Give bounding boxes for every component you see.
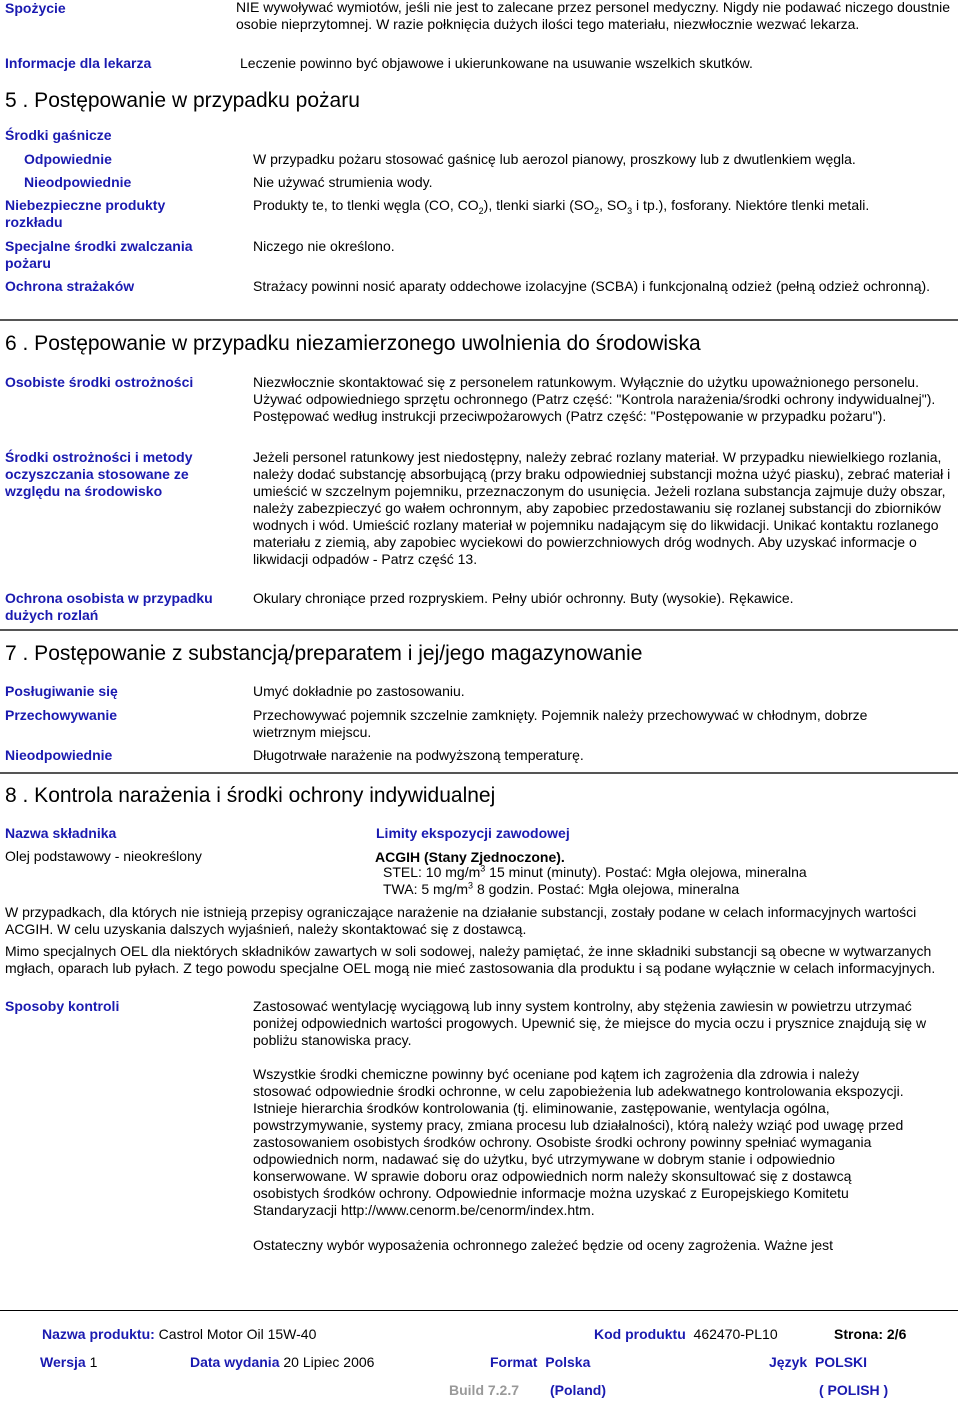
nieodpowiednie-label: Nieodpowiednie bbox=[24, 174, 132, 190]
produkty-rozkladu-text: Produkty te, to tlenki węgla (CO, $CO_2$), tlenki siarki ($SO_2$, $SO_3$ i tp.), fosforany. Niektóre tlenki metali. bbox=[253, 197, 870, 216]
przechowywanie-label: Przechowywanie bbox=[5, 707, 118, 723]
poslugiwanie-text: Umyć dokładnie po zastosowaniu. bbox=[253, 683, 465, 699]
footer-build: Build 7.2.7 bbox=[449, 1382, 520, 1398]
footer-divider bbox=[0, 1310, 958, 1311]
limity-ekspozycji-label: Limity ekspozycji zawodowej bbox=[376, 825, 570, 841]
osobiste-srodki-text: Niezwłocznie skontaktować się z personelem ratunkowym. Wyłącznie do użytku upoważnionego personelu. Używać odpowiedniego sprzętu ochronnego (Patrz część: "Kontrola narażenia/środki ochrony indywidualnej"). Postępować według instrukcji przeciwpożarowych (Patrz część: "Postępowanie w przypadku pożaru"). bbox=[253, 374, 936, 424]
sposoby-kontroli-text-3: Ostateczny wybór wyposażenia ochronnego zależeć będzie od oceny zagrożenia. Ważne jest bbox=[253, 1237, 834, 1253]
przechowywanie-text: Przechowywać pojemnik szczelnie zamknięty. Pojemnik należy przechowywać w chłodnym, dobrze wietrznym miejscu. bbox=[253, 707, 868, 740]
section-8-title: 8 . Kontrola narażenia i środki ochrony indywidualnej bbox=[5, 784, 496, 807]
section-divider bbox=[0, 629, 958, 631]
footer-format: Format Polska bbox=[490, 1354, 591, 1370]
footer-language-code: ( POLISH ) bbox=[819, 1382, 889, 1398]
spozycie-text: NIE wywoływać wymiotów, jeśli nie jest to zalecane przez personel medyczny. Nigdy nie podawać niczego doustnie osobie nieprzytomnej. W razie połknięcia dużych ilości tego materiału, niezwłocznie wezwać lekarza. bbox=[236, 0, 951, 32]
ochrona-strazakow-text: Strażacy powinni nosić aparaty oddechowe izolacyjne (SCBA) i funkcjonalną odzież (pełną odzież ochronną). bbox=[253, 278, 931, 294]
duzych-rozlan-label: Ochrona osobista w przypadku dużych rozlań bbox=[5, 590, 213, 623]
footer-version: Wersja 1 bbox=[40, 1354, 98, 1370]
sposoby-kontroli-label: Sposoby kontroli bbox=[5, 998, 120, 1014]
nieodpowiednie-warunki-text: Długotrwałe narażenie na podwyższoną temperaturę. bbox=[253, 747, 584, 763]
footer-language: Język POLSKI bbox=[769, 1354, 868, 1370]
footer-product-code: Kod produktu 462470-PL10 bbox=[594, 1326, 778, 1342]
ochrona-strazakow-label: Ochrona strażaków bbox=[5, 278, 135, 294]
twa-value: TWA: 5 $mg/m^3$ 8 godzin. Postać: Mgła olejowa, mineralna bbox=[383, 880, 740, 897]
srodki-gasnicze-label: Środki gaśnicze bbox=[5, 127, 112, 143]
footer-page-number: Strona: 2/6 bbox=[834, 1326, 907, 1342]
sposoby-kontroli-text-2: Wszystkie środki chemiczne powinny być oceniane pod kątem ich zagrożenia dla zdrowia i należy stosować odpowiednie środki ochronne, w celu zapobieżenia lub adekwatnego kontrolowania ekspozycji. Istnieje hierarchia środków kontrolowania (tj. eliminowanie, zastępowanie, wentylacja ogólna, powstrzymywanie, systemy pracy, zmiana procesu lub działalności), którą należy wziąć pod uwagę przed zastosowaniem osobistych środków ochrony. Osobiste środki ochrony powinny spełniać wymagania odpowiednich norm, nadawać się do użytku, być utrzymywane w dobrym stanie i odpowiednio konserwowane. W sprawie doboru oraz odpowiednich norm należy skonsultować się z dostawcą osobistych środków ochrony. Odpowiednie informacje można uzyskać z Europejskiego Komitetu Standaryzacji http://www.cenorm.be/cenorm/index.htm. bbox=[253, 1066, 904, 1218]
stel-value: STEL: 10 $mg/m^3$ 15 minut (minuty). Postać: Mgła olejowa, mineralna bbox=[383, 863, 807, 880]
nazwa-skladnika-label: Nazwa składnika bbox=[5, 825, 117, 841]
duzych-rozlan-text: Okulary chroniące przed rozpryskiem. Pełny ubiór ochronny. Buty (wysokie). Rękawice. bbox=[253, 590, 794, 606]
section-divider bbox=[0, 319, 958, 321]
acgih-title: ACGIH (Stany Zjednoczone). bbox=[375, 849, 565, 865]
nieodpowiednie-warunki-label: Nieodpowiednie bbox=[5, 747, 113, 763]
component-name: Olej podstawowy - nieokreślony bbox=[5, 848, 202, 864]
specjalne-srodki-label: Specjalne środki zwalczania pożaru bbox=[5, 238, 193, 271]
footer-region: (Poland) bbox=[550, 1382, 606, 1398]
footer-issue-date: Data wydania 20 Lipiec 2006 bbox=[190, 1354, 375, 1370]
lekarz-text: Leczenie powinno być objawowe i ukierunkowane na usuwanie wszelkich skutków. bbox=[240, 55, 753, 71]
oel-note: Mimo specjalnych OEL dla niektórych składników zawartych w soli sodowej, należy pamiętać, że inne składniki substancji są obecne w wytwarzanych mgłach, oparach lub pyłach. Z tego powodu specjalne OEL mogą nie mieć zastosowania dla produktu i są podane wyłącznie w celach informacyjnych. bbox=[5, 943, 936, 976]
spozycie-label: Spożycie bbox=[5, 0, 66, 16]
odpowiednie-label: Odpowiednie bbox=[24, 151, 112, 167]
section-divider bbox=[0, 772, 958, 774]
sposoby-kontroli-text-1: Zastosować wentylację wyciągową lub inny system kontrolny, aby stężenia zawiesin w powietrzu utrzymać poniżej odpowiednich wartości progowych. Upewnić się, że miejsce do mycia oczu i prysznice znajdują się w pobliżu stanowiska pracy. bbox=[253, 998, 927, 1048]
section-7-title: 7 . Postępowanie z substancją/preparatem i jej/jego magazynowanie bbox=[5, 642, 643, 665]
lekarz-label: Informacje dla lekarza bbox=[5, 55, 152, 71]
nieodpowiednie-text: Nie używać strumienia wody. bbox=[253, 174, 433, 190]
metody-oczyszczania-label: Środki ostrożności i metody oczyszczania stosowane ze względu na środowisko bbox=[5, 449, 193, 499]
specjalne-srodki-text: Niczego nie określono. bbox=[253, 238, 395, 254]
poslugiwanie-label: Posługiwanie się bbox=[5, 683, 118, 699]
section-5-title: 5 . Postępowanie w przypadku pożaru bbox=[5, 89, 360, 112]
produkty-rozkladu-label: Niebezpieczne produkty rozkładu bbox=[5, 197, 166, 230]
osobiste-srodki-label: Osobiste środki ostrożności bbox=[5, 374, 194, 390]
footer-product-name: Nazwa produktu: Castrol Motor Oil 15W-40 bbox=[42, 1326, 317, 1342]
acgih-note: W przypadkach, dla których nie istnieją przepisy ograniczające narażenie na działanie substancji, zostały podane w celach informacyjnych wartości ACGIH. W celu uzyskania dalszych wyjaśnień, należy skontaktować się z dostawcą. bbox=[5, 904, 917, 937]
section-6-title: 6 . Postępowanie w przypadku niezamierzonego uwolnienia do środowiska bbox=[5, 332, 701, 355]
odpowiednie-text: W przypadku pożaru stosować gaśnicę lub aerozol pianowy, proszkowy lub z dwutlenkiem węgla. bbox=[253, 151, 856, 167]
metody-oczyszczania-text: Jeżeli personel ratunkowy jest niedostępny, należy zebrać rozlany materiał. W przypadku niewielkiego rozlania, należy dodać substancję absorbującą (przy braku odpowiedniej substancji można użyć piasku), zebrać materiał i umieścić w szczelnym pojemniku, przeznaczonym do usunięcia. Jeżeli rozlana substancja zajmuje duży obszar, należy zabezpieczyć go wałem ochronnym, aby zapobiec przedostawaniu się rozlanej substancji do zbiorników wodnych i wód. Umieścić rozlany materiał w pojemniku nadającym się do likwidacji. Unikać kontaktu rozlanego materiału z ziemią, aby zapobiec wyciekowi do powierzchniowych dróg wodnych. Aby uzyskać informacje o likwidacji odpadów - Patrz część 13. bbox=[253, 449, 951, 567]
